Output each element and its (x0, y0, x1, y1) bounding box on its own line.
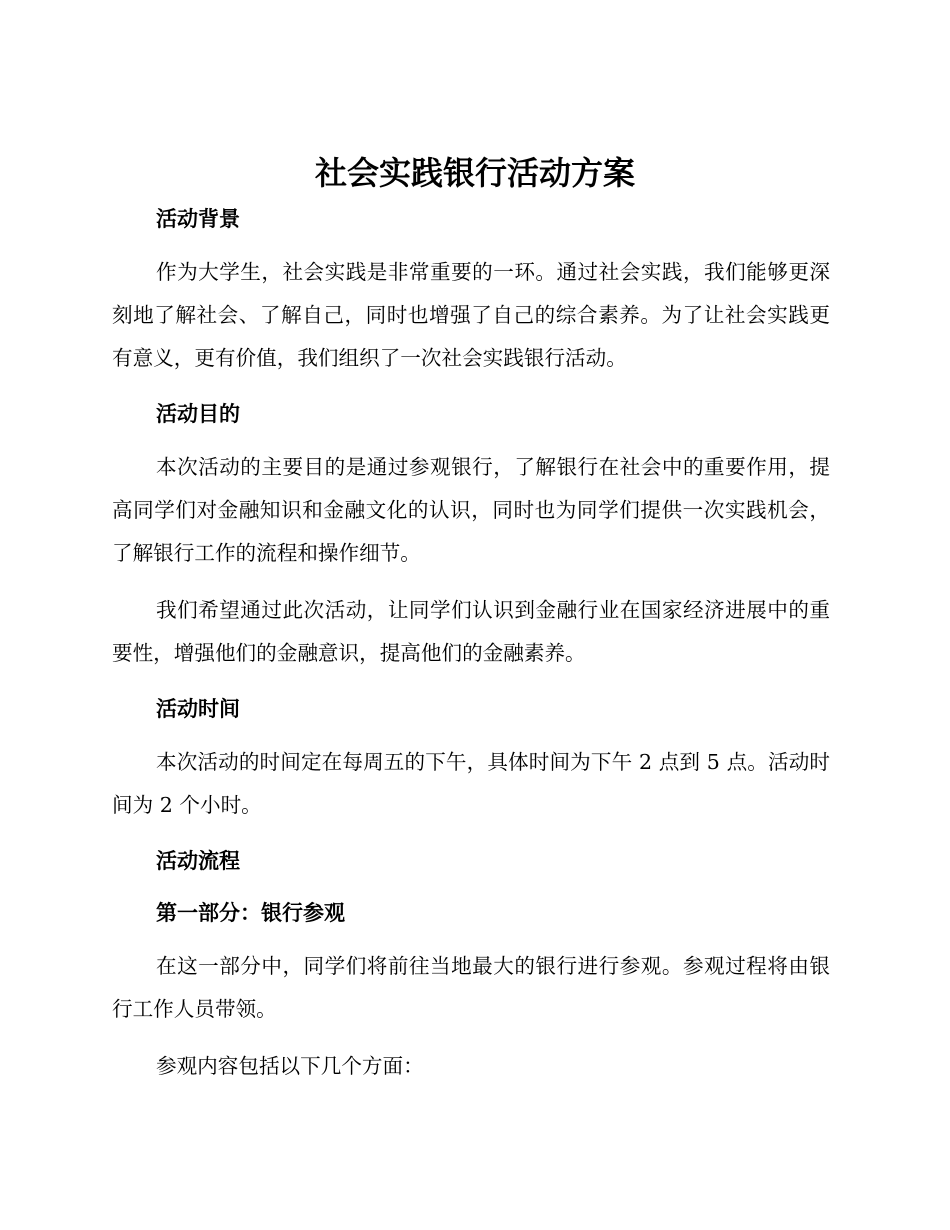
paragraph-process-1: 在这一部分中，同学们将前往当地最大的银行进行参观。参观过程将由银行工作人员带领。 (112, 954, 830, 1021)
paragraph-purpose-2: 我们希望通过此次活动，让同学们认识到金融行业在国家经济进展中的重要性，增强他们的金融意识，提高他们的金融素养。 (112, 598, 830, 665)
paragraph-time-1: 本次活动的时间定在每周五的下午，具体时间为下午 2 点到 5 点。活动时间为 2 个小时。 (112, 750, 830, 817)
page-title: 社会实践银行活动方案 (314, 154, 635, 192)
subsection-heading-part1: 第一部分：银行参观 (156, 901, 345, 925)
document-body (112, 199, 830, 1088)
section-heading-background: 活动背景 (156, 207, 240, 231)
section-heading-process: 活动流程 (156, 849, 240, 873)
paragraph-process-2: 参观内容包括以下几个方面： (156, 1054, 424, 1078)
paragraph-background-1: 作为大学生，社会实践是非常重要的一环。通过社会实践，我们能够更深刻地了解社会、了解自己，同时也增强了自己的综合素养。为了让社会实践更有意义，更有价值，我们组织了一次社会实践银行活动。 (112, 260, 830, 370)
section-heading-purpose: 活动目的 (156, 402, 240, 426)
paragraph-purpose-1: 本次活动的主要目的是通过参观银行，了解银行在社会中的重要作用，提高同学们对金融知识和金融文化的认识，同时也为同学们提供一次实践机会，了解银行工作的流程和操作细节。 (112, 455, 830, 565)
section-heading-time: 活动时间 (156, 697, 240, 721)
